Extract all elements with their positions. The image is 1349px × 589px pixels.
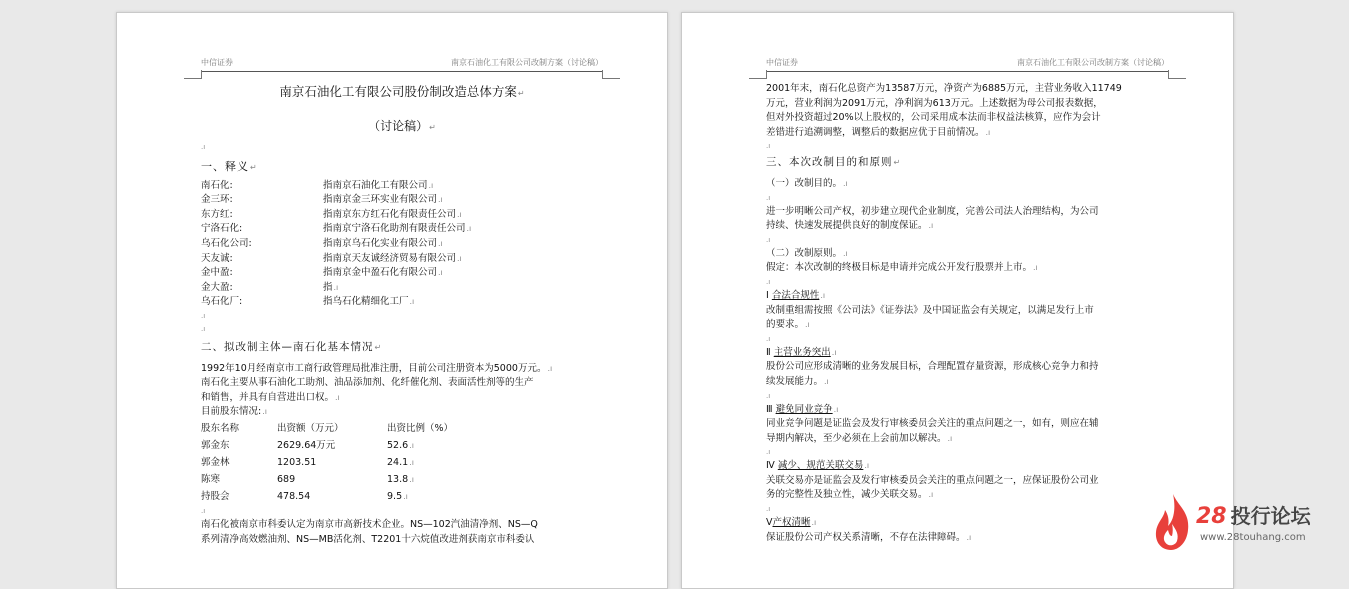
document-page-1 (116, 12, 668, 589)
paragraph-line: 但对外投资超过20%以上股权的，公司采用成本法而非权益法核算，应作为会计 (766, 112, 1101, 124)
shareholders-table (201, 420, 603, 505)
table-row: 郭金林 1203.51 24.1.ı (201, 456, 414, 468)
paragraph-line: 假定：本次改制的终极目标是申请并完成公开发行股票并上市。.ı (766, 262, 1038, 274)
paragraph-mark: .ı (766, 277, 771, 286)
margin-corner-mark (1168, 70, 1186, 79)
margin-corner-mark (602, 70, 620, 79)
logo-url: www.28touhang.com (1200, 532, 1306, 543)
definition-row: 天友诚: 指南京天友诚经济贸易有限公司.ı (201, 252, 462, 264)
paragraph: 南石化主要从事石油化工助剂、油品添加剂、化纤催化剂、表面活性剂等的生产 (201, 377, 534, 389)
paragraph-line: 2001年末，南石化总资产为13587万元，净资产为6885万元，主营业务收入11749 (766, 83, 1122, 94)
paragraph-mark: .ı (201, 324, 206, 333)
header-right: 南京石油化工有限公司改制方案（讨论稿） (1017, 58, 1169, 67)
paragraph-line: 进一步明晰公司产权，初步建立现代企业制度，完善公司法人治理结构，为公司 (766, 205, 1099, 217)
paragraph-mark: .ı (766, 235, 771, 244)
definition-row: 金大盈: 指.ı (201, 281, 339, 293)
section-heading: 二、拟改制主体—南石化基本情况↵ (201, 340, 383, 353)
definitions-list (201, 179, 603, 310)
definition-row: 乌石化厂: 指乌石化精细化工厂.ı (201, 296, 415, 308)
logo-text: 28 投行论坛 (1196, 504, 1311, 529)
paragraph: 目前股东情况:.ı (201, 406, 267, 418)
paragraph: 系列清净高效燃油剂、NS—MB活化剂、T2201十六烷值改进剂获南京市科委认 (201, 533, 535, 545)
paragraph-mark: .ı (766, 391, 771, 400)
header-right: 南京石油化工有限公司改制方案（讨论稿） (451, 58, 603, 67)
paragraph-mark: .ı (201, 143, 206, 151)
definition-row: 金三环: 指南京金三环实业有限公司.ı (201, 194, 443, 206)
page-body[interactable] (201, 81, 603, 547)
definition-row: 乌石化公司: 指南京乌石化实业有限公司.ı (201, 237, 443, 249)
definition-row: 东方红: 指南京东方红石化有限责任公司.ı (201, 208, 462, 220)
paragraph-mark: .ı (201, 506, 206, 515)
definition-row: 宁洛石化: 指南京宁洛石化助剂有限责任公司.ı (201, 223, 472, 235)
paragraph-mark: .ı (766, 193, 771, 202)
paragraph-line: 持续、快速发展提供良好的制度保证。.ı (766, 220, 934, 232)
table-header: 股东名称 出资额（万元） 出资比例（%） (201, 422, 454, 434)
principle-item: Ⅴ产权清晰.ı 保证股份公司产权关系清晰，不存在法律障碍。.ı (766, 517, 972, 543)
paragraph: 南石化被南京市科委认定为南京市高新技术企业。NS—102汽油清净剂、NS—Q (201, 518, 538, 530)
section-heading: 一、释义↵ (201, 160, 258, 173)
principle-item: Ⅰ 合法合规性.ı 改制重组需按照《公司法》《证券法》及中国证监会有关规定，以满足发行上市 的要求。.ı (766, 289, 1094, 331)
page-header (766, 51, 1169, 72)
margin-corner-mark (184, 70, 202, 79)
header-left: 中信证券 (201, 58, 233, 67)
paragraph-line: 万元，营业利润为2091万元，净利润为613万元。上述数据为母公司报表数据， (766, 97, 1103, 109)
document-subtitle: （讨论稿）↵ (368, 119, 436, 133)
document-title: 南京石油化工有限公司股份制改造总体方案↵ (279, 84, 525, 99)
paragraph-mark: .ı (766, 448, 771, 457)
definition-row: 金中盈: 指南京金中盈石化有限公司.ı (201, 267, 443, 279)
forum-logo[interactable] (1152, 492, 1342, 558)
paragraph-mark: .ı (766, 505, 771, 514)
page-header (201, 51, 603, 72)
page-body[interactable] (766, 82, 1169, 545)
paragraph: 和销售，并具有自营进出口权。.ı (201, 391, 340, 403)
paragraph-mark: .ı (766, 334, 771, 343)
paragraph-line: 差错进行追溯调整，调整后的数据应优于目前情况。.ı (766, 126, 991, 138)
table-row: 郭金东 2629.64万元 52.6.ı (201, 439, 414, 451)
principle-item: Ⅳ 减少、规范关联交易.ı 关联交易亦是证监会及发行审核委员会关注的重点问题之一，应保证股份公司业 务的完整性及独立性，减少关联交易。.ı (766, 460, 1099, 501)
section-heading: 三、本次改制目的和原则↵ (766, 156, 902, 169)
principle-item: Ⅱ 主营业务突出.ı 股份公司应形成清晰的业务发展目标，合理配置存量资源，形成核心竞争力和持 续发展能力。.ı (766, 346, 1099, 387)
flame-icon (1152, 492, 1194, 552)
subsection-heading: （一）改制目的。.ı (766, 177, 848, 189)
definition-row: 南石化: 指南京石油化工有限公司.ı (201, 179, 434, 191)
table-row: 陈寒 689 13.8.ı (201, 473, 414, 485)
paragraph-mark: .ı (201, 311, 206, 320)
principle-item: Ⅲ 避免同业竞争.ı 同业竞争问题是证监会及发行审核委员会关注的重点问题之一，如有，则应在辅 导期内解决，至少必须在上会前加以解决。.ı (766, 403, 1099, 444)
table-row: 持股会 478.54 9.5.ı (201, 490, 408, 502)
paragraph-mark: .ı (766, 142, 771, 151)
paragraph: 1992年10月经南京市工商行政管理局批准注册，目前公司注册资本为5000万元。.ı (201, 362, 553, 374)
subsection-heading: （二）改制原则。.ı (766, 247, 848, 259)
header-left: 中信证券 (766, 58, 798, 67)
margin-corner-mark (749, 70, 767, 79)
